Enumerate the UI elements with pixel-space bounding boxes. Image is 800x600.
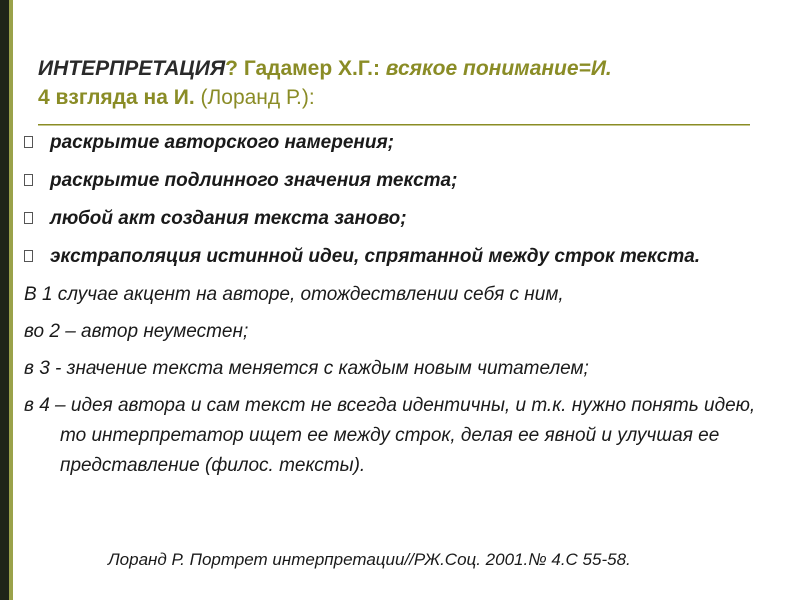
bullet-item	[24, 242, 764, 272]
bullet-box-icon	[24, 250, 33, 262]
bullet-item	[24, 204, 764, 234]
bullet-item	[24, 166, 764, 196]
slide-title	[38, 54, 758, 112]
bullet-box-icon	[24, 136, 33, 148]
citation: Лоранд Р. Портрет интерпретации//РЖ.Соц. 2001.№ 4.С 55-58.	[108, 550, 631, 569]
case-paragraph: В 1 случае акцент на авторе, отождествлении себя с ним,	[24, 284, 564, 305]
title-author: ? Гадамер Х.Г.:	[225, 57, 386, 80]
bullet-text: раскрытие авторского намерения;	[50, 132, 394, 153]
bullet-box-icon	[24, 174, 33, 186]
title-source: (Лоранд Р.):	[200, 86, 315, 109]
case-paragraph: в 3 - значение текста меняется с каждым новым читателем;	[24, 358, 589, 379]
title-divider	[38, 124, 750, 126]
case-paragraph: в 4 – идея автора и сам текст не всегда идентичны, и т.к. нужно понять идею, то интерпретатор ищет ее между строк, делая ее явной и улучшая ее представление (филос. тексты).	[24, 395, 756, 476]
bullet-text: экстраполяция истинной идеи, спрятанной между строк текста.	[50, 246, 701, 267]
slide-content	[24, 128, 764, 488]
case-paragraph: во 2 – автор неуместен;	[24, 321, 249, 342]
title-definition: всякое понимание=И.	[385, 57, 612, 80]
title-keyword: ИНТЕРПРЕТАЦИЯ	[38, 57, 226, 80]
title-views: 4 взгляда на И.	[38, 86, 201, 109]
bullet-item	[24, 128, 764, 158]
bullet-text: раскрытие подлинного значения текста;	[50, 170, 458, 191]
left-accent-stripe	[9, 0, 13, 600]
left-sidebar-bar	[0, 0, 9, 600]
bullet-text: любой акт создания текста заново;	[50, 208, 407, 229]
bullet-box-icon	[24, 212, 33, 224]
